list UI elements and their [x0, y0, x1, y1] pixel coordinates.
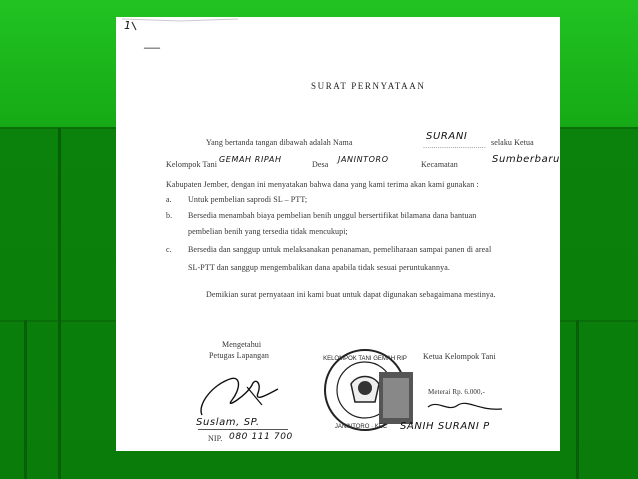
slide-stripe: [58, 128, 61, 479]
signature-petugas: [192, 365, 292, 425]
statement-line-1-suffix: selaku Ketua: [491, 138, 534, 147]
scan-artifact: [120, 17, 240, 37]
handwritten-kecamatan: Sumberbaru: [492, 154, 560, 165]
statement-line-3: Kabupaten Jember, dengan ini menyatakan bahwa dana yang kami terima akan kami gunakan :: [166, 180, 479, 189]
mengetahui-label: Mengetahui: [222, 340, 262, 349]
list-item: pembelian benih yang tersedia tidak mencukupi;: [188, 227, 348, 236]
stamp-ring-text: KELOMPOK TANI GEMAH RIP: [323, 356, 407, 362]
kecamatan-label: Kecamatan: [421, 160, 458, 169]
kelompok-label: Kelompok Tani: [166, 160, 218, 169]
nip-label: NIP.: [208, 434, 223, 443]
handwritten-dash: —: [144, 39, 161, 56]
list-item: Untuk pembelian saprodi SL – PTT;: [188, 195, 308, 204]
document-title: SURAT PERNYATAAN: [311, 81, 426, 91]
statement-line-1: Yang bertanda tangan dibawah adalah Nama: [206, 138, 353, 147]
list-item: SL-PTT dan sanggup mengembalikan dana apabila tidak sesuai peruntukannya.: [188, 263, 450, 272]
dotted-fill: ..............................: [423, 141, 486, 150]
list-marker: c.: [166, 245, 172, 254]
scanned-document: [116, 17, 560, 451]
list-marker: a.: [166, 195, 172, 204]
list-item: Bersedia dan sanggup untuk melaksanakan penanaman, pemeliharaan sampai panen di areal: [188, 245, 492, 254]
closing-statement: Demikian surat pernyataan ini kami buat untuk dapat digunakan sebagaimana mestinya.: [206, 290, 496, 299]
stamp-lower-text: JANINTORO · KEC: [334, 424, 388, 430]
desa-label: Desa: [312, 160, 329, 169]
handwritten-name: SURANI: [426, 131, 468, 142]
list-marker: b.: [166, 211, 173, 220]
slide-stripe: [576, 320, 579, 479]
handwritten-group: GEMAH RIPAH: [219, 155, 282, 164]
handwritten-desa: JANINTORO: [338, 155, 389, 164]
ketua-label: Ketua Kelompok Tani: [423, 352, 496, 361]
nip-value: 080 111 700: [229, 432, 293, 442]
slide-stripe: [24, 320, 27, 479]
signature-name-ketua: SANIH SURANI P: [400, 421, 490, 432]
signature-underline: [198, 429, 288, 430]
signature-name-petugas: Suslam, SP.: [196, 417, 260, 428]
petugas-label: Petugas Lapangan: [209, 351, 270, 360]
list-item: Bersedia menambah biaya pembelian benih unggul bersertifikat bilamana dana bantuan: [188, 211, 477, 220]
meterai-label: Meterai Rp. 6.000,-: [428, 388, 485, 396]
handwritten-mark: 1: [124, 19, 132, 32]
